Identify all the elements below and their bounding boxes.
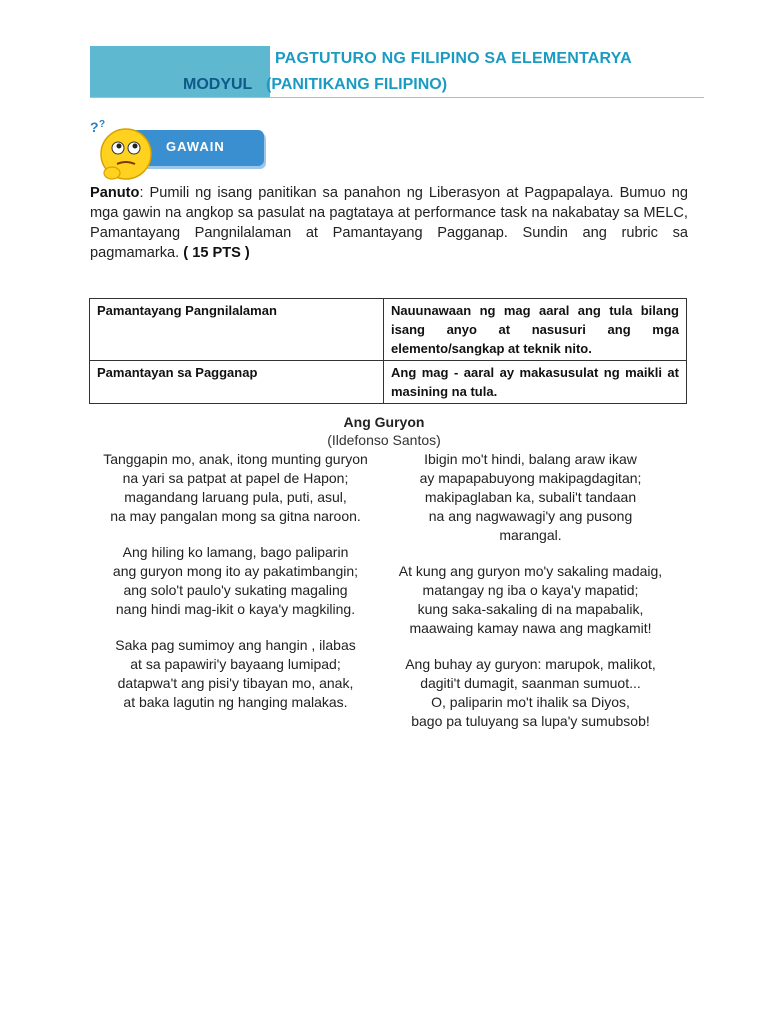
panuto-paragraph [90, 183, 688, 263]
poem-line: ang solo't paulo'y sukating magaling [123, 582, 348, 598]
stanza [87, 543, 384, 619]
stanza [384, 655, 677, 731]
poem-line: O, paliparin mo't ihalik sa Diyos, [431, 694, 630, 710]
panuto-text: : Pumili ng isang panitikan sa panahon ng Liberasyon at Pagpapalaya. Bumuo ng mga gawin na angkop sa pasulat na pagtataya at performance task na nakabatay sa MELC, Pamantayang Pangnilalaman at Pamantayang Pagganap. Sundin ang rubric sa pagmamarka. [90, 185, 688, 261]
poem-line: datapwa't ang pisi'y tibayan mo, anak, [117, 675, 354, 691]
gawain-label: GAWAIN [166, 139, 225, 154]
stanza [87, 450, 384, 526]
poem-line: bago pa tuluyang sa lupa'y sumubsob! [411, 713, 650, 729]
svg-text:?: ? [99, 119, 106, 130]
header-title-line1: PAGTUTURO NG FILIPINO SA ELEMENTARYA [275, 50, 632, 67]
poem-line: nang hindi mag-ikit o kaya'y magkiling. [115, 601, 356, 617]
standards-table [89, 298, 687, 404]
header-modyul-label: MODYUL [183, 76, 253, 93]
stanza [384, 562, 677, 638]
poem-line: Tanggapin mo, anak, itong munting guryon [103, 451, 368, 467]
table-row [90, 299, 687, 361]
thinking-smiley-icon [88, 116, 158, 186]
header-divider [90, 97, 704, 98]
poem-author: (Ildefonso Santos) [327, 432, 441, 448]
poem-line: Ang hiling ko lamang, bago paliparin [122, 544, 349, 560]
poem-line: At kung ang guryon mo'y sakaling madaig, [398, 563, 663, 579]
standard-label: Pamantayan sa Pagganap [90, 361, 384, 404]
poem-line: makipaglaban ka, subali't tandaan [424, 489, 637, 505]
poem-line: ay mapapabuyong makipagdagitan; [419, 470, 642, 486]
poem-line: Saka pag sumimoy ang hangin , ilabas [115, 637, 356, 653]
poem-line: na ang nagwawagi'y ang pusong [428, 508, 633, 524]
poem-line: dagiti't dumagit, saanman sumuot... [420, 675, 641, 691]
poem-line: ang guryon mong ito ay pakatimbangin; [112, 563, 359, 579]
standard-value: Nauunawaan ng mag aaral ang tula bilang isang anyo at nasusuri ang mga elemento/sangkap at teknik nito. [384, 299, 687, 361]
poem-left-column [87, 450, 384, 729]
poem-line: marangal. [499, 527, 562, 543]
poem-line: na may pangalan mong sa gitna naroon. [110, 508, 361, 524]
panuto-label: Panuto [90, 185, 140, 201]
poem-title: Ang Guryon [343, 414, 425, 430]
poem-line: at sa papawiri'y bayaang lumipad; [130, 656, 341, 672]
poem-line: at baka lagutin ng hanging malakas. [123, 694, 348, 710]
standard-value: Ang mag - aaral ay makasusulat ng maikli at masining na tula. [384, 361, 687, 404]
standard-label: Pamantayang Pangnilalaman [90, 299, 384, 361]
stanza [384, 450, 677, 545]
poem-line: matangay ng iba o kaya'y mapatid; [422, 582, 639, 598]
header-title-line2: (PANITIKANG FILIPINO) [266, 76, 448, 93]
panuto-points: ( 15 PTS ) [179, 245, 250, 261]
poem-line: Ang buhay ay guryon: marupok, malikot, [405, 656, 656, 672]
poem-line: kung saka-sakaling di na mapabalik, [417, 601, 644, 617]
stanza [87, 636, 384, 712]
svg-text:?: ? [90, 119, 99, 135]
poem-line: maawaing kamay nawa ang magkamit! [409, 620, 652, 636]
poem-line: Ibigin mo't hindi, balang araw ikaw [424, 451, 637, 467]
poem-line: na yari sa patpat at papel de Hapon; [122, 470, 349, 486]
table-row [90, 361, 687, 404]
poem-right-column [384, 450, 677, 748]
poem-line: magandang laruang pula, puti, asul, [124, 489, 347, 505]
